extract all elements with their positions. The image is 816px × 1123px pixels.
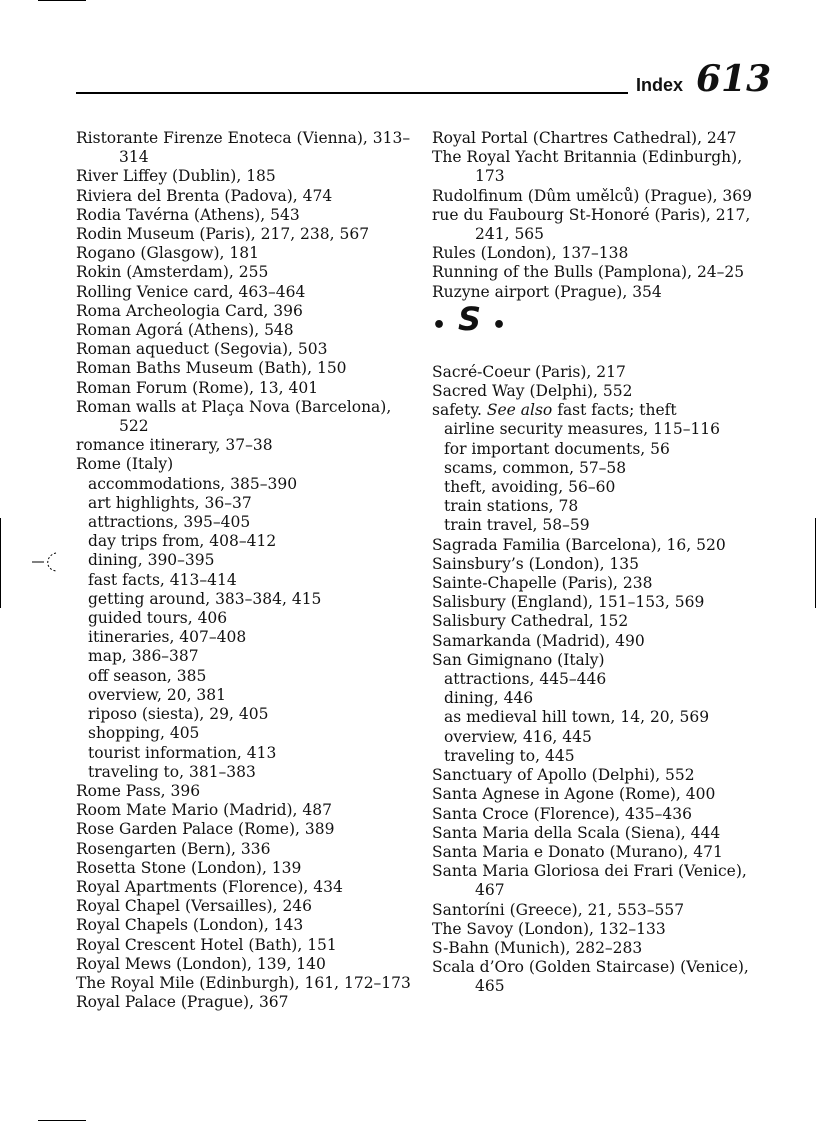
index-subentry: shopping, 405 [88,724,200,743]
index-entry: The Royal Mile (Edinburgh), 161, 172–173 [76,973,411,992]
index-subentry: as medieval hill town, 14, 20, 569 [444,708,710,727]
index-entry: Rules (London), 137–138 [432,244,629,263]
index-entry: Sacred Way (Delphi), 552 [432,382,633,401]
margin-registration-icon [30,550,70,574]
index-entry: Royal Apartments (Florence), 434 [76,877,343,896]
index-subentry: accommodations, 385–390 [88,474,298,493]
index-entry: Sagrada Familia (Barcelona), 16, 520 [432,535,726,554]
index-entry: Sainsbury’s (London), 135 [432,554,640,573]
index-entry: Rome (Italy) [76,455,174,474]
index-entry: Santa Maria della Scala (Siena), 444 [432,823,721,842]
index-subentry: for important documents, 56 [444,439,670,458]
index-column-left [76,129,416,1012]
index-subentry: riposo (siesta), 29, 405 [88,705,269,724]
index-entry: Rolling Venice card, 463–464 [76,282,306,301]
index-subentry: dining, 390–395 [88,551,215,570]
index-subentry: off season, 385 [88,666,207,685]
index-entry: Santoríni (Greece), 21, 553–557 [432,900,685,919]
page-number: 613 [696,58,772,100]
index-entry: River Liffey (Dublin), 185 [76,167,276,186]
index-entry: Samarkanda (Madrid), 490 [432,631,645,650]
index-subentry: getting around, 383–384, 415 [88,589,322,608]
index-column-right [432,129,772,997]
index-entry: Rosengarten (Bern), 336 [76,839,271,858]
index-subentry: theft, avoiding, 56–60 [444,478,616,497]
index-entry: safety. See also fast facts; theft [432,401,677,420]
index-subentry: fast facts, 413–414 [88,570,237,589]
index-entry: Santa Croce (Florence), 435–436 [432,804,692,823]
index-entry: Santa Maria Gloriosa dei Frari (Venice), 467 [432,862,747,900]
index-entry: Roman Agorá (Athens), 548 [76,321,294,340]
index-entry: Roman aqueduct (Segovia), 503 [76,340,328,359]
index-entry: Ristorante Firenze Enoteca (Vienna), 313–314 [76,129,411,167]
index-entry: Running of the Bulls (Pamplona), 24–25 [432,263,745,282]
index-entry: S-Bahn (Munich), 282–283 [432,938,643,957]
crop-mark-top-left [38,0,86,1]
index-subentry: overview, 20, 381 [88,685,227,704]
index-entry: romance itinerary, 37–38 [76,436,273,455]
index-subentry: art highlights, 36–37 [88,493,252,512]
index-entry: rue du Faubourg St-Honoré (Paris), 217, 241, 565 [432,205,751,244]
index-subentry: traveling to, 445 [444,746,575,765]
index-entry: Roman walls at Plaça Nova (Barcelona), 522 [76,397,392,436]
index-entry: The Royal Yacht Britannia (Edinburgh), 173 [432,148,743,186]
index-group-s [432,363,772,997]
crop-mark-left [0,518,1,608]
index-entry: Rose Garden Palace (Rome), 389 [76,820,335,839]
index-entry: Royal Palace (Prague), 367 [76,993,289,1012]
index-entry: San Gimignano (Italy) [432,650,605,669]
index-entry: Rodin Museum (Paris), 217, 238, 567 [76,225,370,244]
index-subentry: dining, 446 [444,689,534,708]
index-entry: Rudolfinum (Dûm umělců) (Prague), 369 [432,186,753,205]
index-entry: Rome Pass, 396 [76,781,201,800]
section-letter-heading [432,299,772,363]
index-entry: Royal Chapels (London), 143 [76,916,304,935]
index-subentry: train travel, 58–59 [444,516,590,535]
index-entry: Room Mate Mario (Madrid), 487 [76,801,332,820]
index-entry: Ruzyne airport (Prague), 354 [432,282,662,301]
header-rule [76,92,628,94]
index-subentry: day trips from, 408–412 [88,532,277,551]
index-entry: Salisbury (England), 151–153, 569 [432,593,705,612]
crop-mark-bottom-left [38,1120,86,1121]
index-entry: Scala d’Oro (Golden Staircase) (Venice), 465 [432,958,749,996]
index-entry: Rodia Tavérna (Athens), 543 [76,205,300,224]
index-entry: Santa Agnese in Agone (Rome), 400 [432,785,716,804]
index-subentry: guided tours, 406 [88,609,228,628]
index-entry: Sainte-Chapelle (Paris), 238 [432,574,653,593]
index-entry: Riviera del Brenta (Padova), 474 [76,186,333,205]
index-subentry: scams, common, 57–58 [444,458,627,477]
index-entry: Roma Archeologia Card, 396 [76,301,303,320]
index-entry: Rosetta Stone (London), 139 [76,858,302,877]
index-entry: Royal Portal (Chartres Cathedral), 247 [432,129,737,147]
index-subentry: airline security measures, 115–116 [444,420,721,439]
index-subentry: itineraries, 407–408 [88,628,247,647]
index-entry: Royal Crescent Hotel (Bath), 151 [76,935,337,954]
index-entry: Sanctuary of Apollo (Delphi), 552 [432,766,695,785]
index-entry: Rogano (Glasgow), 181 [76,244,259,263]
bullet-right: • [492,312,507,338]
index-entry: Roman Baths Museum (Bath), 150 [76,359,347,378]
index-entry: Rokin (Amsterdam), 255 [76,263,269,282]
index-subentry: train stations, 78 [444,497,579,516]
index-subentry: tourist information, 413 [88,743,277,762]
index-entry: Roman Forum (Rome), 13, 401 [76,378,319,397]
bullet-left: • [432,312,447,338]
index-group-r [432,129,772,302]
index-entry: Santa Maria e Donato (Murano), 471 [432,842,723,861]
index-subentry: map, 386–387 [88,647,199,666]
section-letter: S [458,299,482,338]
index-entry: Royal Chapel (Versailles), 246 [76,897,313,916]
index-subentry: attractions, 395–405 [88,513,251,532]
index-subentry: traveling to, 381–383 [88,762,256,781]
index-entry: Salisbury Cathedral, 152 [432,612,629,631]
index-entry: Sacré-Coeur (Paris), 217 [432,362,626,381]
index-entry: Royal Mews (London), 139, 140 [76,954,326,973]
index-subentry: attractions, 445–446 [444,670,607,689]
index-entry: The Savoy (London), 132–133 [432,919,666,938]
running-head-label: Index [636,75,684,95]
index-subentry: overview, 416, 445 [444,727,592,746]
